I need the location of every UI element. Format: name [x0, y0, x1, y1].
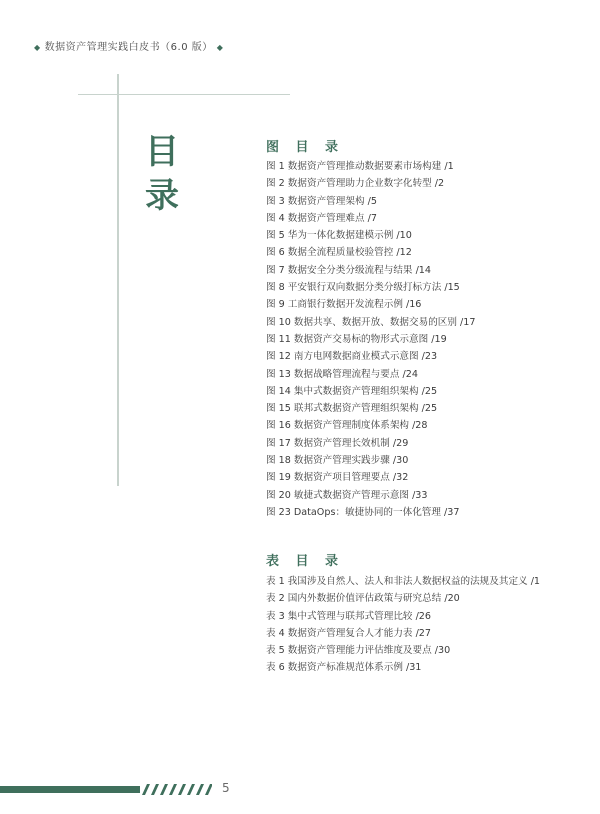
horizontal-rule: [78, 94, 290, 95]
figures-entry: 图 18 数据资产管理实践步骤 /30: [266, 455, 409, 467]
figures-entry: 图 11 数据资产交易标的物形式示意图 /19: [266, 333, 447, 345]
figures-heading: 图 目 录: [266, 140, 345, 155]
figures-entry: 图 3 数据资产管理架构 /5: [266, 195, 377, 207]
figures-entry: 图 10 数据共享、数据开放、数据交易的区别 /17: [266, 316, 476, 328]
figures-entry: 图 5 华为一体化数据建模示例 /10: [266, 230, 412, 242]
contents-title: [142, 130, 182, 218]
figures-entry: 图 13 数据战略管理流程与要点 /24: [266, 368, 418, 380]
tables-entry: 表 2 国内外数据价值评估政策与研究总结 /20: [266, 593, 460, 605]
figures-entry: 图 17 数据资产管理长效机制 /29: [266, 437, 409, 449]
figures-entry: 图 2 数据资产管理助力企业数字化转型 /2: [266, 178, 445, 190]
figures-entry: 图 12 南方电网数据商业模式示意图 /23: [266, 351, 438, 363]
tables-entry: 表 5 数据资产管理能力评估维度及要点 /30: [266, 645, 451, 657]
figures-entry: 图 16 数据资产管理制度体系架构 /28: [266, 420, 428, 432]
figures-entry: 图 4 数据资产管理难点 /7: [266, 212, 377, 224]
figures-list: [266, 158, 475, 521]
tables-entry: 表 1 我国涉及自然人、法人和非法人数据权益的法规及其定义 /1: [266, 576, 541, 587]
figures-entry: 图 19 数据资产项目管理要点 /32: [266, 472, 409, 484]
tables-list: [266, 573, 540, 677]
footer-stripes: [140, 784, 212, 795]
figures-entry: 图 23 DataOps：敏捷协同的一体化管理 /37: [266, 506, 460, 518]
page-number: 5: [222, 781, 230, 795]
diamond-icon: ◆: [34, 43, 41, 52]
figures-entry: 图 7 数据安全分类分级流程与结果 /14: [266, 264, 432, 276]
tables-entry: 表 3 集中式管理与联邦式管理比较 /26: [266, 610, 432, 622]
tables-entry: 表 6 数据资产标准规范体系示例 /31: [266, 662, 422, 674]
header-title: 数据资产管理实践白皮书（6.0 版）: [44, 42, 213, 53]
contents-title-char: 目: [145, 132, 179, 172]
figures-entry: 图 20 敏捷式数据资产管理示意图 /33: [266, 489, 428, 501]
running-header: [30, 38, 227, 53]
figures-entry: 图 1 数据资产管理推动数据要素市场构建 /1: [266, 161, 454, 172]
figures-entry: 图 6 数据全流程质量校验管控 /12: [266, 247, 412, 259]
tables-entry: 表 4 数据资产管理复合人才能力表 /27: [266, 627, 432, 639]
figures-entry: 图 9 工商银行数据开发流程示例 /16: [266, 299, 422, 311]
figures-entry: 图 8 平安银行双向数据分类分级打标方法 /15: [266, 282, 460, 294]
tables-heading: 表 目 录: [266, 554, 345, 569]
vertical-rule: [117, 74, 119, 486]
figures-entry: 图 15 联邦式数据资产管理组织架构 /25: [266, 403, 438, 415]
figures-entry: 图 14 集中式数据资产管理组织架构 /25: [266, 385, 438, 397]
diamond-icon: ◆: [216, 43, 224, 52]
contents-title-char: 录: [145, 176, 179, 216]
